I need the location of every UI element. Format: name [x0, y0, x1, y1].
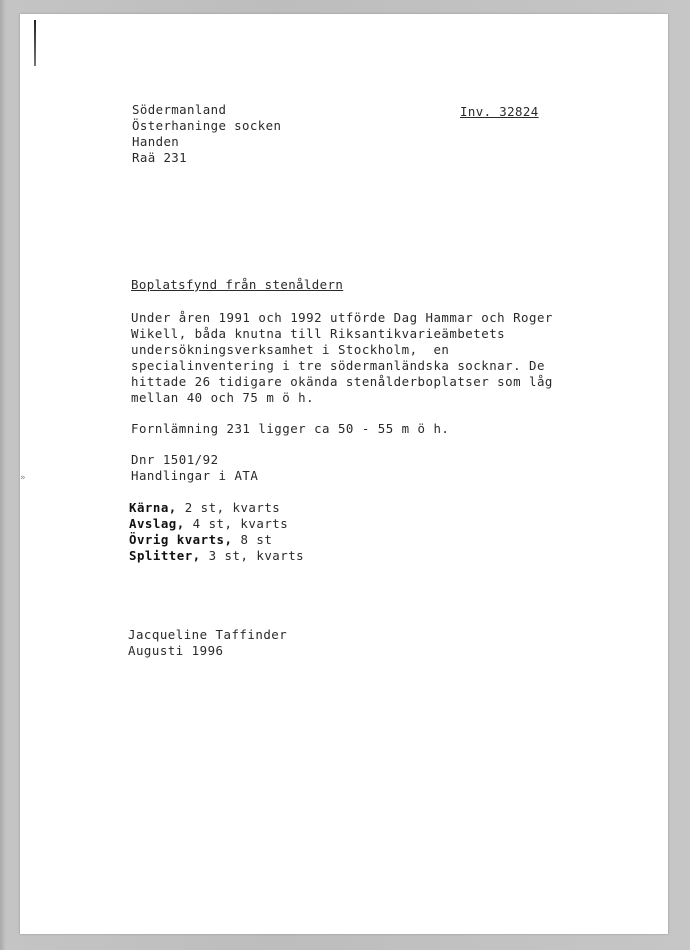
dnr-text: Dnr 1501/92	[131, 452, 219, 467]
paragraph-line: Wikell, båda knutna till Riksantikvarieämbetets	[131, 326, 506, 341]
find-detail: 8 st	[232, 532, 273, 547]
find-detail: 2 st, kvarts	[176, 500, 281, 515]
signature-name: Jacqueline Taffinder	[128, 627, 288, 642]
find-detail: 3 st, kvarts	[200, 548, 305, 563]
find-detail: 4 st, kvarts	[184, 516, 289, 531]
find-label: Kärna,	[129, 500, 177, 515]
find-label: Splitter,	[129, 548, 201, 563]
document-page	[20, 14, 668, 934]
paragraph-line: Under åren 1991 och 1992 utförde Dag Hammar och Roger	[131, 310, 553, 325]
fornlamning-text: Fornlämning 231 ligger ca 50 - 55 m ö h.	[131, 421, 450, 436]
inventory-number: Inv. 32824	[460, 104, 539, 119]
paragraph-line: undersökningsverksamhet i Stockholm, en	[131, 342, 450, 357]
find-label: Avslag,	[129, 516, 185, 531]
find-item	[129, 500, 280, 516]
find-label: Övrig kvarts,	[129, 532, 233, 547]
paragraph-line: hittade 26 tidigare okända stenålderboplatser som låg	[131, 374, 553, 389]
document-heading: Boplatsfynd från stenåldern	[131, 277, 344, 292]
place-label: Handen	[132, 134, 180, 149]
edge-arrow-icon: »	[20, 473, 26, 483]
parish-label: Österhaninge socken	[132, 118, 282, 133]
handlingar-text: Handlingar i ATA	[131, 468, 259, 483]
find-item	[129, 532, 272, 548]
paragraph-line: specialinventering i tre södermanländska socknar. De	[131, 358, 545, 373]
find-item	[129, 516, 288, 532]
signature-date: Augusti 1996	[128, 643, 224, 658]
find-item	[129, 548, 304, 564]
raa-number: Raä 231	[132, 150, 188, 165]
paragraph-line: mellan 40 och 75 m ö h.	[131, 390, 315, 405]
region-label: Södermanland	[132, 102, 227, 117]
scan-mark	[34, 20, 36, 66]
